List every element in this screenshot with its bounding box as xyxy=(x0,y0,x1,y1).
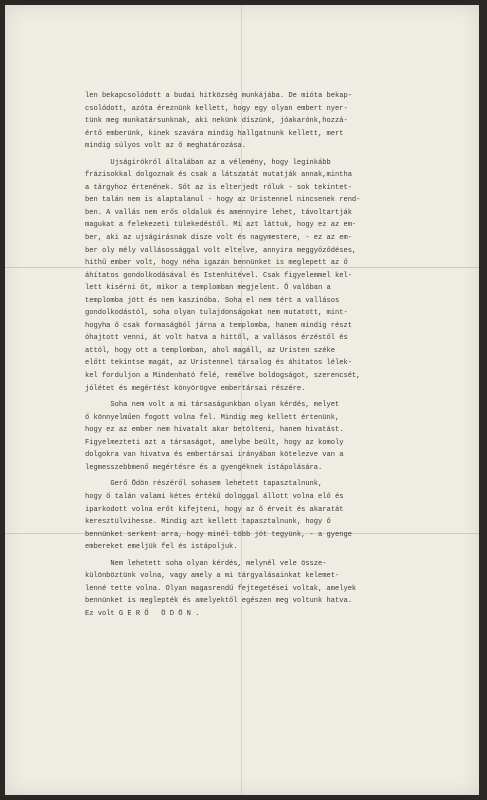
text-line: Gerő Ödön részéről sohasem lehetett tapasztalnunk, xyxy=(85,480,323,489)
text-line: mindig súlyos volt az ő meghatározása. xyxy=(85,142,247,151)
text-line: csolódott, azóta éreznünk kellett, hogy egy olyan embert nyer- xyxy=(85,104,348,113)
text-line: len bekapcsolódott a budai hitközség munkájába. De mióta bekap- xyxy=(85,92,352,100)
text-line: lenné tette volna. Olyan magasrendű fejtegetései voltak, amelyek xyxy=(85,584,357,593)
text-line: értő emberünk, kinek szavára mindig hallgatnunk kellett, mert xyxy=(85,129,344,138)
text-line: bennünket serkent arra, hogy minél több jót tegyünk, - a gyenge xyxy=(85,530,352,539)
text-line: bennünket is meglepték és amelyektől egészen meg voltunk hatva. xyxy=(85,597,352,606)
text-line: óhajtott venni, át volt hatva a hittől, a vallásos érzéstől és xyxy=(85,334,348,343)
text-line: ben talán nem is alaptalanul - hogy az Uristennel nincsenek rend- xyxy=(85,196,361,205)
paragraph xyxy=(85,399,455,474)
paragraph xyxy=(85,157,455,395)
text-line: Ujságírókról általában az a vélemény, hogy leginkább xyxy=(85,158,331,167)
text-line: keresztülvihesse. Mindig azt kellett tapasztalnunk, hogy ő xyxy=(85,518,331,527)
text-line: gondolkodástól, soha olyan tulajdonságokat nem mutatott, mint- xyxy=(85,309,348,318)
text-line: kel forduljon a Mindenható felé, remélve boldogságot, szerencsét, xyxy=(85,372,361,381)
text-line: ő könnyelműen fogott volna fel. Mindig meg kellett értenünk, xyxy=(85,413,340,422)
text-line: legmesszebbmenő megértésre és a gyengéknek istápolására. xyxy=(85,463,323,472)
text-line: különböztünk volna, vagy amely a mi tárgyalásainkat kelemet- xyxy=(85,572,340,581)
text-line: frázisokkal dolgoznak és csak a látszatát mutatják annak,mintha xyxy=(85,171,352,180)
text-line: tünk meg munkatársunknak, aki nekünk díszünk, jóakarónk,hozzá- xyxy=(85,117,348,126)
text-line: magukat a felekezeti tülekedéstől. Mi azt láttuk, hogy ez az em- xyxy=(85,221,357,230)
text-line: hogy ő talán valami kétes értékű dologgal állott volna elő és xyxy=(85,492,344,501)
text-line: dolgokra van hivatva és embertársai irányában kötelezve van a xyxy=(85,451,344,460)
text-line: embereket emeljük fel és istápoljuk. xyxy=(85,543,238,552)
text-line: attól, hogy ott a templomban, ahol magáll, az Uristen széke xyxy=(85,346,335,355)
text-line: áhítatos gondolkodásával és Istenhitével. Csak figyelemmel kel- xyxy=(85,271,352,280)
document-page xyxy=(5,5,479,795)
paragraph xyxy=(85,90,455,153)
text-line: Soha nem volt a mi társaságunkban olyan kérdés, melyet xyxy=(85,401,340,410)
text-line: lett kisérni őt, mikor a templomban megjelent. Ő valóban a xyxy=(85,284,331,293)
text-line: Figyelmezteti azt a társaságot, amelybe beült, hogy az komoly xyxy=(85,438,344,447)
text-line: Nem lehetett soha olyan kérdés, melynél vele össze- xyxy=(85,559,327,568)
paragraph xyxy=(85,478,455,553)
text-line: Ez volt G E R Ő Ö D Ö N . xyxy=(85,609,200,618)
text-line: a tárgyhoz értenének. Sőt az is elterjedt róluk - sok tekintet- xyxy=(85,183,352,192)
text-line: előtt tekintse magát, az Uristennel társalog és áhítatos lélek- xyxy=(85,359,352,368)
paragraph xyxy=(85,558,455,621)
text-line: ben. A vallás nem erős oldaluk és amennyire lehet, távoltartják xyxy=(85,208,352,217)
text-line: ber oly mély vallásossággal volt eltelve, annyira meggyőződéses, xyxy=(85,246,357,255)
text-line: hogyha ő csak formaságból járna a templomba, hanem mindig részt xyxy=(85,321,352,330)
text-line: hithű ember volt, hogy néha igazán bennünket is meglepett az ő xyxy=(85,259,348,268)
text-line: jólétet és megértést könyörögve embertársai részére. xyxy=(85,384,306,393)
text-line: templomba jött és nem kaszinóba. Soha el nem tért a vallásos xyxy=(85,296,340,305)
typewritten-text xyxy=(85,90,455,620)
text-line: iparkodott volna erőt kifejteni, hogy az ő érveit és akaratát xyxy=(85,505,344,514)
text-line: ber, aki az ujságírásnak dísze volt és nagymestere, - ez az em- xyxy=(85,234,352,243)
text-line: hogy ez az ember nem hivatalt akar betölteni, hanem hivatást. xyxy=(85,426,344,435)
